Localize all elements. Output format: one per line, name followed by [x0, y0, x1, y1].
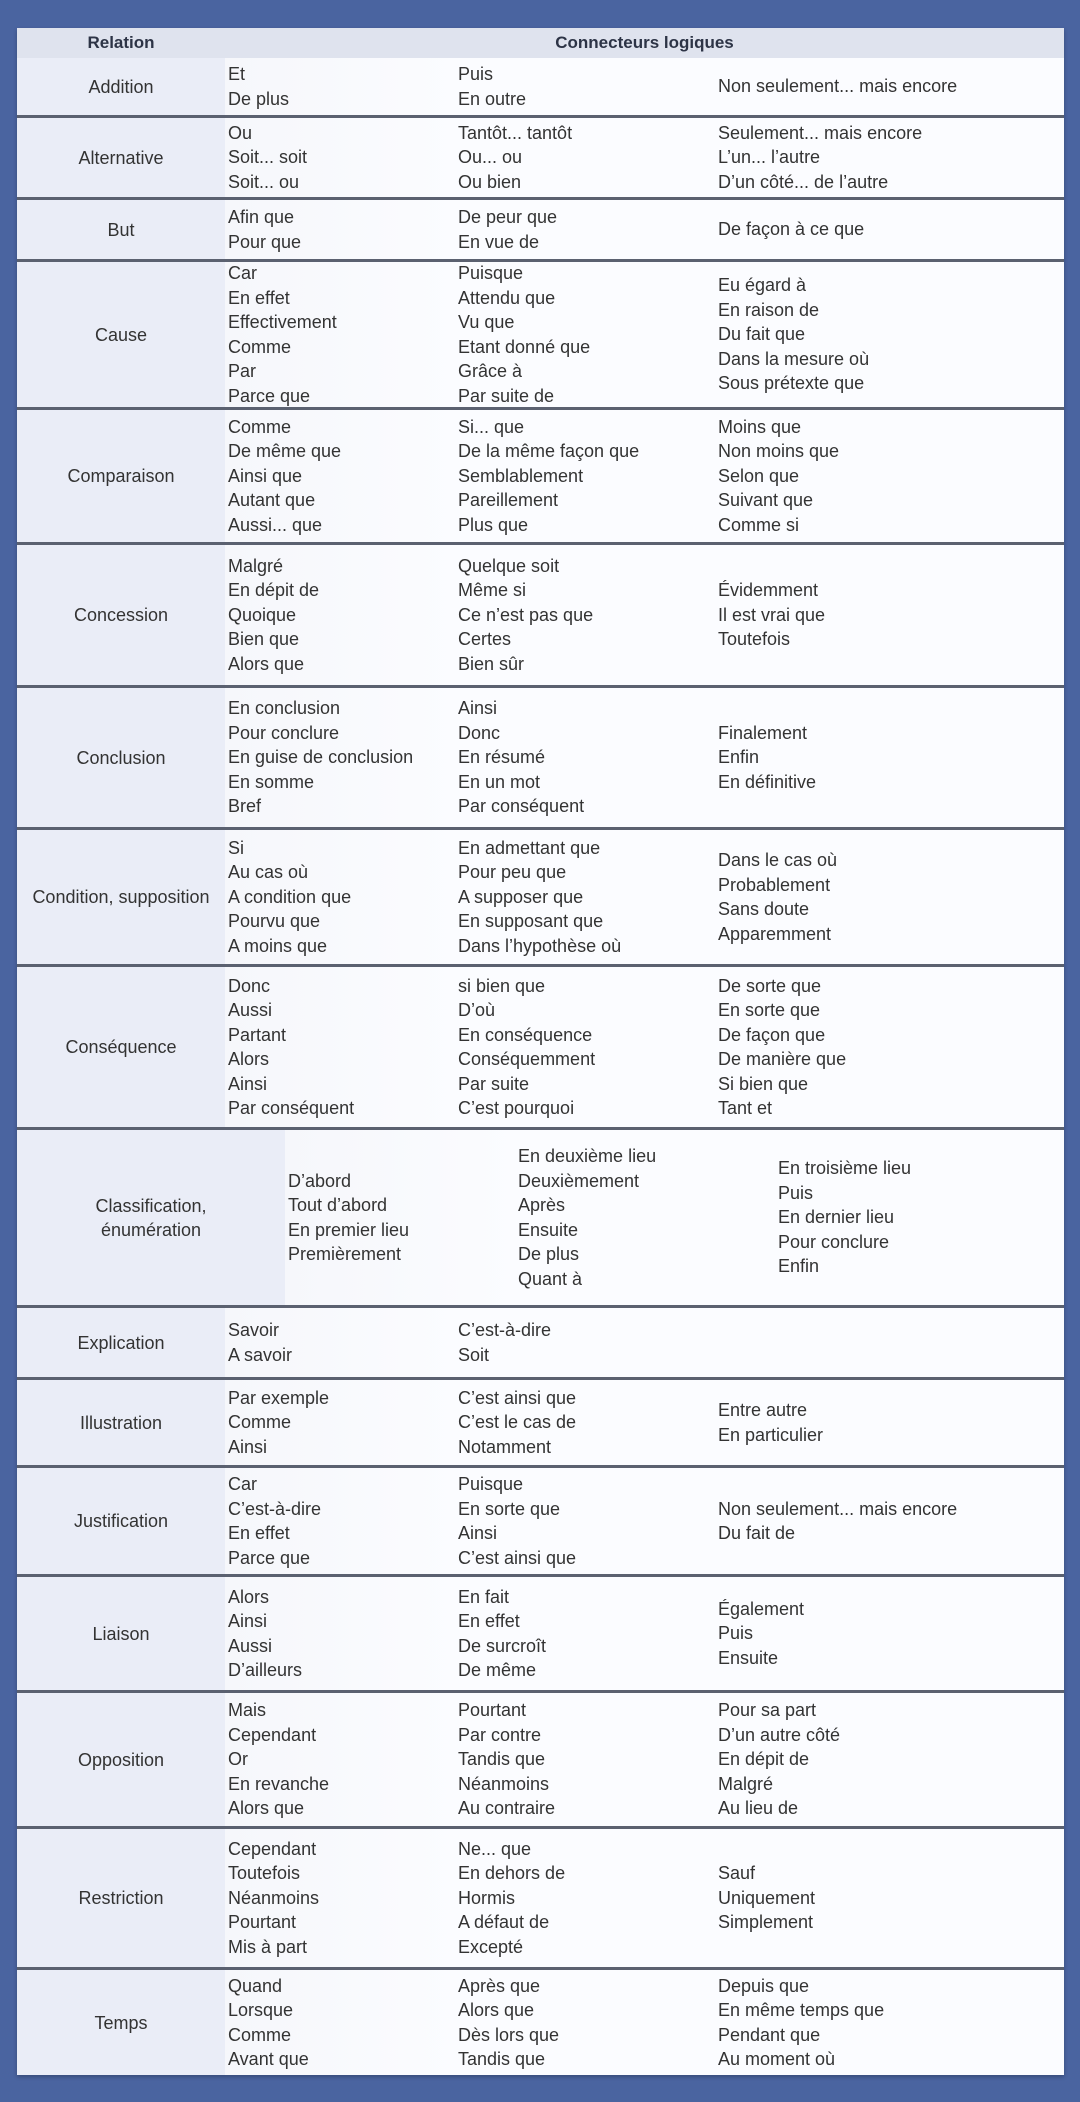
- connecteur-column-1: [285, 1130, 518, 1305]
- connecteur-column-1: [225, 967, 458, 1127]
- relation-cell: Concession: [17, 545, 225, 685]
- connecteur-item: Donc: [228, 975, 271, 996]
- connecteur-column-1: [225, 688, 458, 827]
- connecteur-item: De plus: [228, 88, 290, 109]
- connecteur-item: A savoir: [228, 1344, 293, 1365]
- connecteur-item: Eu égard à: [718, 275, 807, 296]
- connecteur-column-3: [718, 1380, 1064, 1465]
- connecteur-item: En effet: [228, 287, 290, 308]
- connecteur-item: Uniquement: [718, 1887, 816, 1908]
- connecteur-item: Aussi... que: [228, 514, 323, 535]
- connecteur-item: Finalement: [718, 722, 808, 743]
- connecteur-item: En effet: [228, 1523, 290, 1543]
- connecteur-item: Savoir: [228, 1320, 280, 1340]
- connecteur-item: En dehors de: [458, 1863, 566, 1884]
- connecteur-item: Soit... ou: [228, 171, 300, 192]
- relation-cell: Cause: [17, 262, 225, 407]
- connecteur-item: En guise de conclusion: [228, 747, 414, 768]
- connecteur-column-2: [458, 1970, 718, 2075]
- connecteur-column-1: [225, 1970, 458, 2075]
- connecteur-item: En admettant que: [458, 837, 601, 858]
- connecteur-item: De même que: [228, 441, 342, 462]
- connecteur-item: Premièrement: [288, 1244, 402, 1264]
- connecteur-item: Bien sûr: [458, 653, 525, 674]
- connecteur-column-2: [458, 1577, 718, 1690]
- connecteur-item: Ne... que: [458, 1838, 532, 1859]
- connecteur-item: Au contraire: [458, 1798, 556, 1819]
- connecteur-item: Puis: [778, 1182, 814, 1203]
- connecteur-item: En fait: [458, 1586, 510, 1607]
- connecteur-column-3: [778, 1130, 1064, 1305]
- table-row: [17, 688, 1064, 830]
- connecteur-item: Quelque soit: [458, 555, 560, 576]
- connecteur-item: En vue de: [458, 231, 540, 252]
- connecteur-item: En conclusion: [228, 698, 341, 719]
- connecteur-item: L’un... l’autre: [718, 147, 821, 168]
- connecteur-item: Aussi: [228, 1000, 273, 1020]
- table-row: [17, 967, 1064, 1130]
- connecteur-item: Entre autre: [718, 1400, 808, 1420]
- table-row: [17, 545, 1064, 688]
- connecteur-column-1: [225, 1693, 458, 1826]
- table-row: [17, 1829, 1064, 1970]
- connecteur-item: Toutefois: [718, 629, 791, 650]
- connecteur-column-2: [518, 1130, 778, 1305]
- connecteur-item: Depuis que: [718, 1975, 810, 1996]
- connecteur-item: Ainsi: [228, 1073, 268, 1094]
- connecteur-item: Dans l’hypothèse où: [458, 935, 622, 956]
- connecteur-item: Mais: [228, 1700, 267, 1721]
- connecteur-item: Par contre: [458, 1724, 542, 1745]
- connecteur-item: Ainsi: [228, 1611, 268, 1631]
- connecteur-item: Lorsque: [228, 2000, 294, 2020]
- connecteur-item: Au cas où: [228, 862, 309, 883]
- connecteur-column-3: [718, 688, 1064, 827]
- connecteur-item: Partant: [228, 1024, 287, 1045]
- connecteur-item: Ainsi: [228, 1436, 268, 1457]
- connecteur-item: Conséquemment: [458, 1049, 596, 1069]
- connecteur-column-2: [458, 118, 718, 197]
- connecteur-column-2: [458, 1308, 718, 1377]
- connecteur-item: De manière que: [718, 1049, 847, 1069]
- connecteur-column-2: [458, 410, 718, 542]
- connecteur-item: Après: [518, 1195, 566, 1215]
- connecteur-item: Ensuite: [718, 1647, 779, 1668]
- connecteur-item: Malgré: [718, 1773, 774, 1794]
- connecteur-item: Puis: [458, 64, 494, 84]
- connecteur-item: En supposant que: [458, 911, 604, 932]
- connecteur-item: Soit... soit: [228, 147, 308, 168]
- connecteur-item: Ainsi: [458, 698, 498, 719]
- connecteur-column-3: [718, 830, 1064, 964]
- connecteur-column-3: [718, 1308, 1064, 1377]
- connecteur-item: Simplement: [718, 1912, 814, 1933]
- connecteur-column-1: [225, 410, 458, 542]
- relation-cell: Liaison: [17, 1577, 225, 1690]
- connecteur-item: Pour que: [228, 231, 302, 252]
- connecteur-item: Puisque: [458, 1474, 524, 1494]
- connecteur-item: Autant que: [228, 490, 316, 511]
- connecteur-item: Par conséquent: [458, 796, 585, 817]
- table-row: [17, 118, 1064, 200]
- connecteur-item: Probablement: [718, 874, 831, 895]
- connecteur-column-1: [225, 118, 458, 197]
- connecteur-item: Malgré: [228, 555, 284, 576]
- relation-cell: Opposition: [17, 1693, 225, 1826]
- connecteur-column-3: [718, 1829, 1064, 1967]
- connecteur-item: En dépit de: [718, 1749, 810, 1770]
- connecteur-item: Par exemple: [228, 1387, 330, 1408]
- connecteur-item: Si bien que: [718, 1073, 809, 1094]
- connecteur-item: Pour peu que: [458, 862, 567, 883]
- connecteur-item: C’est-à-dire: [228, 1498, 322, 1519]
- connecteur-item: A moins que: [228, 935, 328, 956]
- connecteur-item: Également: [718, 1598, 805, 1619]
- table-row: [17, 1308, 1064, 1380]
- connecteur-item: Cependant: [228, 1724, 317, 1745]
- connecteur-item: Comme: [228, 416, 292, 437]
- connecteur-item: A défaut de: [458, 1912, 550, 1933]
- connecteur-item: Selon que: [718, 465, 800, 486]
- connecteur-item: Quand: [228, 1975, 283, 1996]
- connecteur-item: De la même façon que: [458, 441, 640, 462]
- connecteur-item: Soit: [458, 1344, 490, 1365]
- connecteur-column-3: [718, 1693, 1064, 1826]
- connecteur-item: Ce n’est pas que: [458, 604, 594, 625]
- connecteur-item: Suivant que: [718, 490, 814, 511]
- connecteur-item: De façon que: [718, 1024, 826, 1045]
- connecteur-item: D’abord: [288, 1170, 352, 1191]
- connecteur-item: Attendu que: [458, 287, 556, 308]
- connecteur-item: Avant que: [228, 2049, 309, 2069]
- connecteur-column-1: [225, 58, 458, 115]
- connecteur-item: Notamment: [458, 1436, 552, 1457]
- connecteur-item: Non seulement... mais encore: [718, 1498, 958, 1519]
- connecteur-item: De sorte que: [718, 975, 822, 996]
- relation-cell: Temps: [17, 1970, 225, 2075]
- connecteur-item: Aussi: [228, 1635, 273, 1656]
- connecteur-item: Pourtant: [228, 1912, 297, 1933]
- connecteur-column-1: [225, 1577, 458, 1690]
- connecteur-item: Moins que: [718, 416, 802, 437]
- connecteur-item: Plus que: [458, 514, 529, 535]
- connecteur-item: En premier lieu: [288, 1219, 410, 1240]
- connecteur-item: En sorte que: [458, 1498, 561, 1519]
- connecteur-item: Dans la mesure où: [718, 348, 870, 369]
- connecteur-item: Cependant: [228, 1838, 317, 1859]
- connecteur-column-2: [458, 830, 718, 964]
- table-row: [17, 1970, 1064, 2075]
- connecteur-item: Tandis que: [458, 1749, 546, 1770]
- connecteur-item: Tandis que: [458, 2049, 546, 2069]
- table-row: [17, 1577, 1064, 1693]
- connecteur-column-3: [718, 410, 1064, 542]
- table-row: [17, 58, 1064, 118]
- connecteur-item: Ainsi que: [228, 465, 303, 486]
- connecteur-item: A condition que: [228, 886, 352, 907]
- connecteur-item: D’ailleurs: [228, 1660, 303, 1680]
- table-row: [17, 410, 1064, 545]
- connecteur-item: De plus: [518, 1244, 580, 1264]
- connecteur-item: C’est le cas de: [458, 1412, 577, 1433]
- connecteur-item: C’est-à-dire: [458, 1320, 552, 1340]
- connecteur-item: C’est ainsi que: [458, 1387, 577, 1408]
- connecteur-item: En raison de: [718, 299, 820, 320]
- connecteur-item: Si: [228, 837, 245, 858]
- connecteur-item: En effet: [458, 1611, 520, 1631]
- relation-cell: Explication: [17, 1308, 225, 1377]
- connecteur-item: Car: [228, 1474, 258, 1494]
- connecteur-item: Etant donné que: [458, 336, 591, 357]
- connecteur-item: Alors: [228, 1586, 270, 1607]
- connecteur-item: Pour sa part: [718, 1700, 817, 1721]
- table-row: [17, 262, 1064, 410]
- connecteur-item: Puis: [718, 1623, 754, 1644]
- connecteur-column-1: [225, 1829, 458, 1967]
- connecteur-item: De surcroît: [458, 1635, 547, 1656]
- connecteur-item: Afin que: [228, 207, 295, 227]
- connecteur-item: D’un côté... de l’autre: [718, 171, 889, 192]
- connecteur-item: Apparemment: [718, 923, 832, 944]
- connecteur-item: Enfin: [718, 747, 760, 768]
- connecteur-item: Vu que: [458, 312, 515, 332]
- connecteur-item: Enfin: [778, 1256, 820, 1277]
- relation-cell: Comparaison: [17, 410, 225, 542]
- connecteur-item: Après que: [458, 1975, 541, 1996]
- connecteur-column-2: [458, 545, 718, 685]
- connecteur-item: Tout d’abord: [288, 1195, 388, 1215]
- connecteur-item: Dès lors que: [458, 2024, 560, 2045]
- connecteur-item: En troisième lieu: [778, 1158, 912, 1179]
- connecteur-item: En définitive: [718, 771, 817, 792]
- connecteur-item: Et: [228, 64, 246, 84]
- connecteur-item: Hormis: [458, 1887, 515, 1908]
- connecteur-item: Évidemment: [718, 580, 819, 601]
- connecteur-column-1: [225, 1308, 458, 1377]
- connecteur-item: Néanmoins: [228, 1887, 320, 1908]
- connecteur-item: Du fait que: [718, 324, 806, 345]
- connecteur-item: Car: [228, 263, 258, 283]
- connecteur-column-1: [225, 1468, 458, 1574]
- connecteur-item: En dépit de: [228, 580, 320, 601]
- connecteur-item: Tantôt... tantôt: [458, 122, 573, 143]
- connecteur-item: Comme: [228, 2024, 292, 2045]
- connecteur-item: Par conséquent: [228, 1098, 355, 1118]
- relation-cell: Justification: [17, 1468, 225, 1574]
- connecteur-column-3: [718, 1970, 1064, 2075]
- connecteur-item: Bref: [228, 796, 262, 817]
- connecteur-item: Mis à part: [228, 1936, 308, 1957]
- connecteur-item: Pourvu que: [228, 911, 321, 932]
- connecteur-item: Sauf: [718, 1863, 756, 1884]
- connecteur-item: Sans doute: [718, 899, 810, 919]
- connecteur-item: En outre: [458, 88, 527, 109]
- connecteur-item: Puisque: [458, 263, 524, 283]
- connecteur-column-2: [458, 200, 718, 259]
- relation-cell: Conclusion: [17, 688, 225, 827]
- connecteur-column-1: [225, 545, 458, 685]
- connecteur-item: Seulement... mais encore: [718, 122, 923, 143]
- table-body: [17, 58, 1064, 2075]
- connecteur-column-3: [718, 1468, 1064, 1574]
- table-row: [17, 1130, 1064, 1308]
- connecteur-item: Ou bien: [458, 171, 522, 192]
- connecteur-item: Parce que: [228, 1547, 311, 1568]
- relation-cell: Addition: [17, 58, 225, 115]
- connecteur-item: Semblablement: [458, 465, 584, 486]
- connecteur-item: En somme: [228, 771, 315, 792]
- connecteur-item: Comme: [228, 336, 292, 357]
- connecteur-item: D’où: [458, 1000, 496, 1020]
- connecteur-column-2: [458, 262, 718, 407]
- connecteur-item: En un mot: [458, 771, 541, 792]
- connecteur-item: Toutefois: [228, 1863, 301, 1884]
- table-header: [17, 28, 1064, 58]
- relation-cell: But: [17, 200, 225, 259]
- connecteur-item: Certes: [458, 629, 512, 650]
- connecteur-column-3: [718, 58, 1064, 115]
- connecteur-item: Alors que: [228, 653, 305, 674]
- connecteur-item: Ainsi: [458, 1523, 498, 1543]
- connecteur-item: Ou... ou: [458, 147, 523, 168]
- connecteur-item: Néanmoins: [458, 1773, 550, 1794]
- connecteur-item: Même si: [458, 580, 527, 601]
- connecteur-item: D’un autre côté: [718, 1724, 841, 1745]
- table-row: [17, 1468, 1064, 1577]
- connecteur-item: Alors que: [458, 2000, 535, 2020]
- connecteur-column-1: [225, 262, 458, 407]
- connecteur-item: Comme: [228, 1412, 292, 1433]
- connecteur-column-2: [458, 1380, 718, 1465]
- connecteur-column-3: [718, 545, 1064, 685]
- relation-cell: Conséquence: [17, 967, 225, 1127]
- connecteur-column-3: [718, 118, 1064, 197]
- relation-cell: Alternative: [17, 118, 225, 197]
- table-row: [17, 830, 1064, 967]
- connecteur-item: Pour conclure: [778, 1231, 890, 1252]
- connecteur-item: si bien que: [458, 975, 546, 996]
- relation-cell: Condition, supposition: [17, 830, 225, 964]
- table-row: [17, 1380, 1064, 1468]
- connecteur-item: C’est ainsi que: [458, 1547, 577, 1568]
- connecteur-column-2: [458, 58, 718, 115]
- connecteur-item: C’est pourquoi: [458, 1098, 575, 1118]
- connecteur-item: Bien que: [228, 629, 300, 650]
- connecteur-item: Pareillement: [458, 490, 559, 511]
- table-row: [17, 200, 1064, 262]
- connecteur-column-1: [225, 830, 458, 964]
- connecteur-item: Dans le cas où: [718, 850, 838, 870]
- connecteur-item: Tant et: [718, 1098, 773, 1118]
- connecteur-column-3: [718, 1577, 1064, 1690]
- connecteur-column-1: [225, 200, 458, 259]
- connecteur-item: En deuxième lieu: [518, 1146, 657, 1166]
- connecteur-item: Par suite: [458, 1073, 530, 1094]
- connecteur-item: Excepté: [458, 1936, 524, 1957]
- connecteur-column-2: [458, 967, 718, 1127]
- connecteur-column-3: [718, 967, 1064, 1127]
- connecteur-item: A supposer que: [458, 886, 584, 907]
- connecteur-item: Comme si: [718, 514, 800, 535]
- connecteur-column-2: [458, 688, 718, 827]
- connecteur-item: Pourtant: [458, 1700, 527, 1721]
- connecteur-item: Parce que: [228, 385, 311, 406]
- connecteur-item: Quant à: [518, 1268, 583, 1289]
- connecteur-item: Au moment où: [718, 2049, 836, 2069]
- relation-cell: Classification, énumération: [17, 1130, 285, 1305]
- connecteur-item: De façon à ce que: [718, 219, 865, 240]
- connecteur-item: En sorte que: [718, 1000, 821, 1020]
- connecteur-column-3: [718, 200, 1064, 259]
- connecteur-item: Au lieu de: [718, 1798, 799, 1819]
- connecteur-item: Sous prétexte que: [718, 373, 865, 394]
- connecteur-item: Quoique: [228, 604, 297, 625]
- connecteur-column-2: [458, 1829, 718, 1967]
- connecteur-item: Pendant que: [718, 2024, 821, 2045]
- connecteur-item: Ensuite: [518, 1219, 579, 1240]
- connecteur-column-2: [458, 1693, 718, 1826]
- connecteur-item: Alors que: [228, 1798, 305, 1819]
- connecteur-item: Or: [228, 1749, 248, 1770]
- connecteur-item: Alors: [228, 1049, 270, 1069]
- connecteur-item: Par suite de: [458, 385, 555, 406]
- connecteur-column-2: [458, 1468, 718, 1574]
- header-relation: Relation: [87, 33, 155, 52]
- connecteurs-table: [17, 28, 1064, 2075]
- connecteur-item: En conséquence: [458, 1024, 593, 1045]
- connecteur-item: En revanche: [228, 1773, 330, 1794]
- connecteur-column-1: [225, 1380, 458, 1465]
- connecteur-item: Pour conclure: [228, 722, 340, 743]
- connecteur-item: Deuxièmement: [518, 1170, 640, 1191]
- connecteur-item: Effectivement: [228, 312, 337, 332]
- connecteur-item: Il est vrai que: [718, 604, 826, 625]
- connecteur-item: Par: [228, 361, 257, 381]
- connecteur-item: De peur que: [458, 207, 558, 227]
- connecteur-item: Ou: [228, 122, 253, 143]
- connecteur-item: En dernier lieu: [778, 1207, 895, 1228]
- connecteur-item: Non moins que: [718, 441, 840, 462]
- relation-cell: Illustration: [17, 1380, 225, 1465]
- connecteur-item: Donc: [458, 722, 501, 743]
- connecteur-item: Grâce à: [458, 361, 523, 381]
- connecteur-item: En particulier: [718, 1424, 824, 1445]
- connecteur-item: Si... que: [458, 416, 525, 437]
- relation-cell: Restriction: [17, 1829, 225, 1967]
- connecteur-item: Du fait de: [718, 1523, 796, 1543]
- connecteur-item: En résumé: [458, 747, 546, 768]
- table-row: [17, 1693, 1064, 1829]
- connecteur-item: Non seulement... mais encore: [718, 76, 958, 97]
- connecteur-column-3: [718, 262, 1064, 407]
- connecteur-item: En même temps que: [718, 2000, 885, 2020]
- header-connecteurs: Connecteurs logiques: [555, 33, 734, 52]
- connecteur-item: De même: [458, 1660, 537, 1680]
